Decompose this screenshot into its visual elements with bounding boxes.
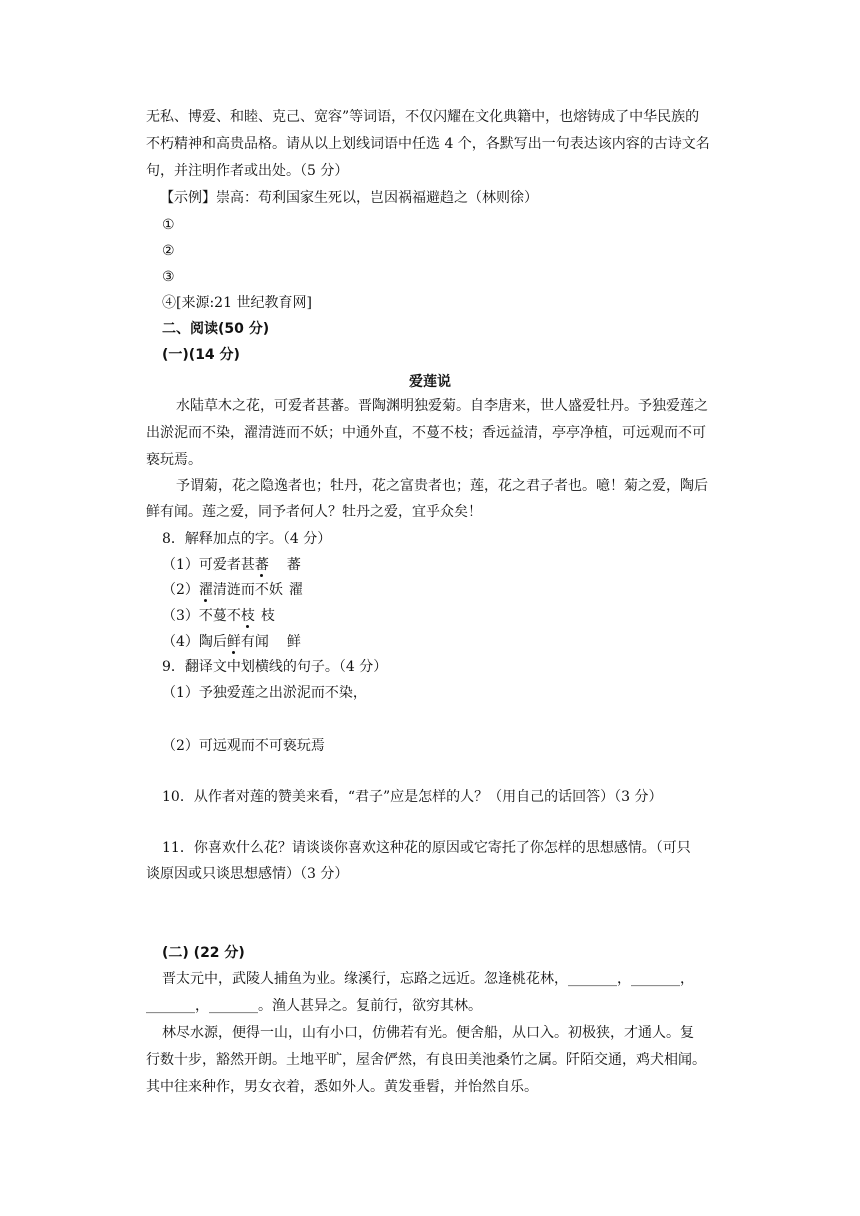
q8-item-1-dotted-char: 蕃 bbox=[254, 557, 269, 573]
q8-item-2-post: 清涟而不妖 bbox=[212, 582, 283, 598]
example-line: 【示例】崇高：苟利国家生死以，岂因祸福避趋之（林则徐） bbox=[160, 190, 538, 206]
passage-3-line-2: _______，_______。渔人甚异之。复前行，欲穷其林。 bbox=[146, 998, 482, 1014]
q8-item-2-dotted-char: 濯 bbox=[198, 582, 213, 598]
intro-line-2: 不朽精神和高贵品格。请从以上划线词语中任选 4 个，各默写出一句表达该内容的古诗文名 bbox=[146, 136, 710, 152]
passage-1-line-3: 亵玩焉。 bbox=[146, 452, 202, 468]
passage-4-line-1: 林尽水源，便得一山，山有小口，仿佛若有光。便舍船，从口入。初极狭，才通人。复 bbox=[162, 1025, 694, 1041]
part-2-heading: (二) (22 分) bbox=[162, 945, 245, 961]
passage-title: 爱莲说 bbox=[409, 374, 451, 390]
q8-item-3-dotted-char: 枝 bbox=[240, 608, 255, 624]
passage-1-line-1: 水陆草木之花，可爱者甚蕃。晋陶渊明独爱菊。自李唐来，世人盛爱牡丹。予独爱莲之 bbox=[176, 398, 708, 414]
answer-item-3: ③ bbox=[162, 269, 175, 285]
passage-4-line-3: 其中往来种作，男女衣着，悉如外人。黄发垂髫，并怡然自乐。 bbox=[146, 1079, 538, 1095]
intro-line-3: 句，并注明作者或出处。（5 分） bbox=[146, 163, 349, 179]
passage-2-line-2: 鲜有闻。莲之爱，同予者何人？牡丹之爱，宜乎众矣！ bbox=[146, 504, 482, 520]
question-8: 8．解释加点的字。（4 分） bbox=[162, 531, 332, 547]
q8-item-2-answer: 濯 bbox=[288, 582, 303, 598]
q9-item-1: （1）予独爱莲之出淤泥而不染， bbox=[162, 685, 367, 701]
q9-item-2: （2）可远观而不可亵玩焉 bbox=[162, 738, 325, 754]
answer-item-2: ② bbox=[162, 243, 175, 259]
q8-item-3 bbox=[162, 606, 275, 626]
q8-item-3-answer: 枝 bbox=[260, 608, 275, 624]
q8-item-2 bbox=[162, 580, 303, 600]
q8-item-4 bbox=[162, 632, 301, 652]
question-9: 9．翻译文中划横线的句子。（4 分） bbox=[162, 659, 388, 675]
q8-item-4-text: （4）陶后 bbox=[162, 634, 227, 650]
part-1-heading: (一)(14 分) bbox=[162, 347, 240, 363]
passage-4-line-2: 行数十步，豁然开朗。土地平旷，屋舍俨然，有良田美池桑竹之属。阡陌交通，鸡犬相闻。 bbox=[146, 1052, 706, 1068]
passage-1-line-2: 出淤泥而不染，濯清涟而不妖；中通外直，不蔓不枝；香远益清，亭亭净植，可远观而不可 bbox=[146, 425, 706, 441]
q8-item-3-text: （3）不蔓不 bbox=[162, 608, 241, 624]
q8-item-1-answer: 蕃 bbox=[286, 557, 301, 573]
q8-item-4-answer: 鲜 bbox=[286, 634, 301, 650]
q8-item-1-text: （1）可爱者甚 bbox=[162, 557, 255, 573]
question-11-line-2: 谈原因或只谈思想感情）（3 分） bbox=[146, 866, 349, 882]
q8-item-4-post: 有闻 bbox=[240, 634, 269, 650]
answer-item-4: ④[来源:21 世纪教育网] bbox=[162, 295, 312, 311]
q8-item-2-text: （2） bbox=[162, 582, 199, 598]
passage-3-line-1: 晋太元中，武陵人捕鱼为业。缘溪行，忘路之远近。忽逢桃花林，_______，_______， bbox=[162, 971, 694, 987]
q8-item-4-dotted-char: 鲜 bbox=[226, 634, 241, 650]
question-11-line-1: 11．你喜欢什么花？请谈谈你喜欢这种花的原因或它寄托了你怎样的思想感情。（可只 bbox=[162, 840, 691, 856]
intro-line-1: 无私、博爱、和睦、克己、宽容”等词语，不仅闪耀在文化典籍中，也熔铸成了中华民族的 bbox=[146, 109, 700, 125]
section-heading: 二、阅读(50 分) bbox=[162, 321, 270, 337]
question-10: 10．从作者对莲的赞美来看，“君子”应是怎样的人？（用自己的话回答）（3 分） bbox=[162, 789, 663, 805]
q8-item-1 bbox=[162, 555, 301, 575]
passage-2-line-1: 予谓菊，花之隐逸者也；牡丹，花之富贵者也；莲，花之君子者也。噫！菊之爱，陶后 bbox=[176, 478, 708, 494]
answer-item-1: ① bbox=[162, 217, 175, 233]
